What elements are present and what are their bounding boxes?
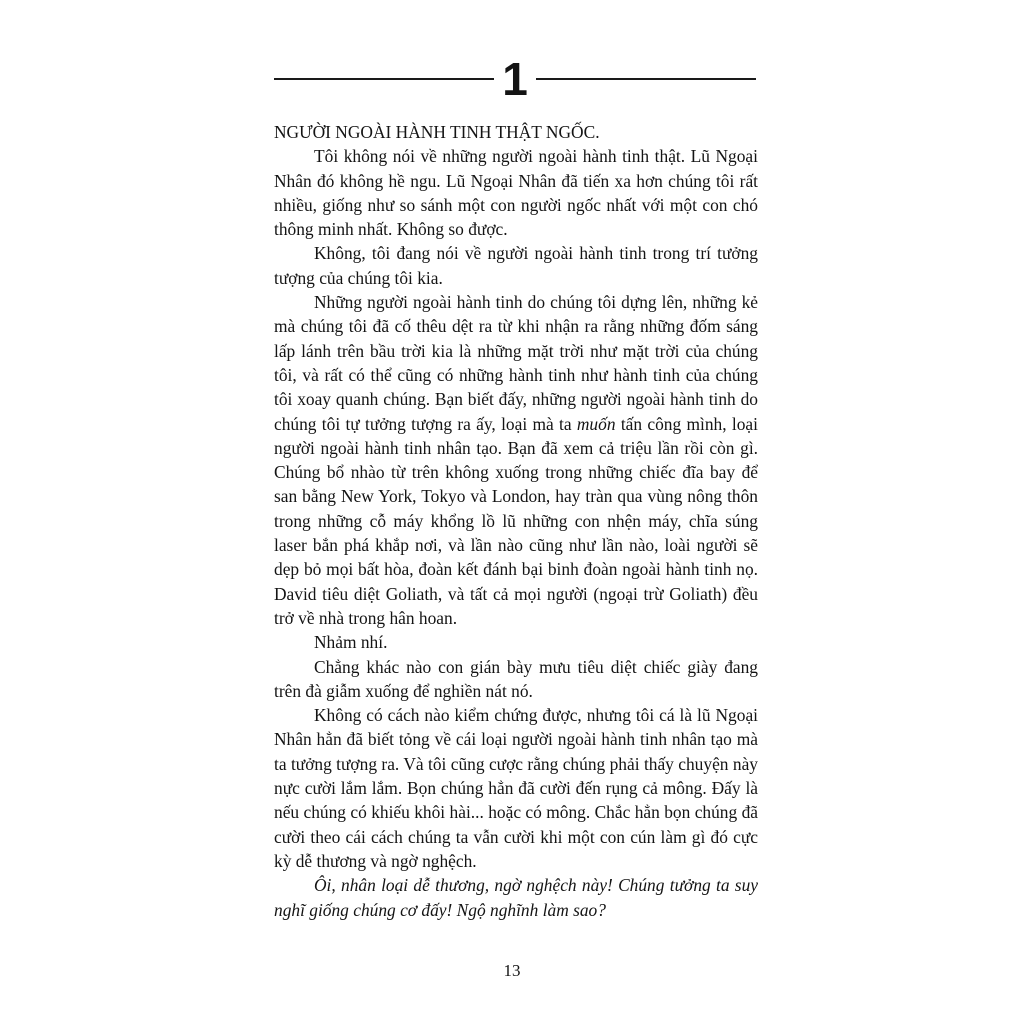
paragraph-text: tấn công mình, loại người ngoài hành tinh nhân tạo. Bạn đã xem cả triệu lần rồi còn gì. Chúng bổ nhào từ trên không xuống trong những chiếc đĩa bay để san bằng New York, Tokyo và London, hay tràn qua vùng nông thôn trong những cỗ máy khổng lồ lũ những con nhện máy, chĩa súng laser bắn phá khắp nơi, và lần nào cũng như lần nào, loài người sẽ dẹp bỏ mọi bất hòa, đoàn kết đánh bại binh đoàn ngoài hành tinh nọ. David tiêu diệt Goliath, và tất cả mọi người (ngoại trừ Goliath) đều trở về nhà trong hân hoan.	[274, 413, 758, 628]
italic-paragraph: Ôi, nhân loại dễ thương, ngờ nghệch này! Chúng tưởng ta suy nghĩ giống chúng cơ đấy! Ngộ nghĩnh làm sao?	[274, 875, 758, 920]
paragraph: Không, tôi đang nói về người ngoài hành tinh trong trí tưởng tượng của chúng tôi kia.	[274, 243, 758, 288]
chapter-header	[274, 53, 756, 106]
paragraph	[274, 290, 758, 630]
paragraph-text: Những người ngoài hành tinh do chúng tôi dựng lên, những kẻ mà chúng tôi đã cố thêu dệt ra từ khi nhận ra rằng những đốm sáng lấp lánh trên bầu trời kia là những mặt trời như mặt trời của chúng tôi, và rất có thể cũng có những hành tinh như hành tinh của chúng tôi xoay quanh chúng. Bạn biết đấy, những người ngoài hành tinh do chúng tôi tự tưởng tượng ra ấy, loại mà ta	[274, 292, 758, 434]
header-rule-right	[536, 78, 756, 80]
emphasis-text: muốn	[576, 413, 616, 434]
paragraph: Không có cách nào kiểm chứng được, nhưng tôi cá là lũ Ngoại Nhân hẳn đã biết tỏng về cái loại người ngoài hành tinh nhân tạo mà ta tưởng tượng ra. Và tôi cũng cược rằng chúng phải thấy chuyện này nực cười lắm lắm. Bọn chúng hẳn đã cười đến rụng cả mông. Đấy là nếu chúng có khiếu khôi hài... hoặc có mông. Chắc hẳn bọn chúng đã cười theo cái cách chúng ta vẫn cười khi một con cún làm gì đó cực kỳ dễ thương và ngờ nghệch.	[274, 705, 758, 871]
paragraph: Chẳng khác nào con gián bày mưu tiêu diệt chiếc giày đang trên đà giẫm xuống để nghiền nát nó.	[274, 656, 758, 701]
paragraph: Nhảm nhí.	[314, 632, 388, 653]
page-number: 13	[503, 961, 521, 980]
opening-line: NGƯỜI NGOÀI HÀNH TINH THẬT NGỐC.	[274, 122, 600, 142]
chapter-body	[274, 120, 758, 922]
paragraph: Tôi không nói về những người ngoài hành tinh thật. Lũ Ngoại Nhân đó không hề ngu. Lũ Ngoại Nhân đã tiến xa hơn chúng tôi rất nhiều, giống như so sánh một con người ngốc nhất với một con chó thông minh nhất. Không so được.	[274, 146, 758, 240]
chapter-number: 1	[502, 53, 528, 105]
header-rule-left	[274, 78, 494, 80]
